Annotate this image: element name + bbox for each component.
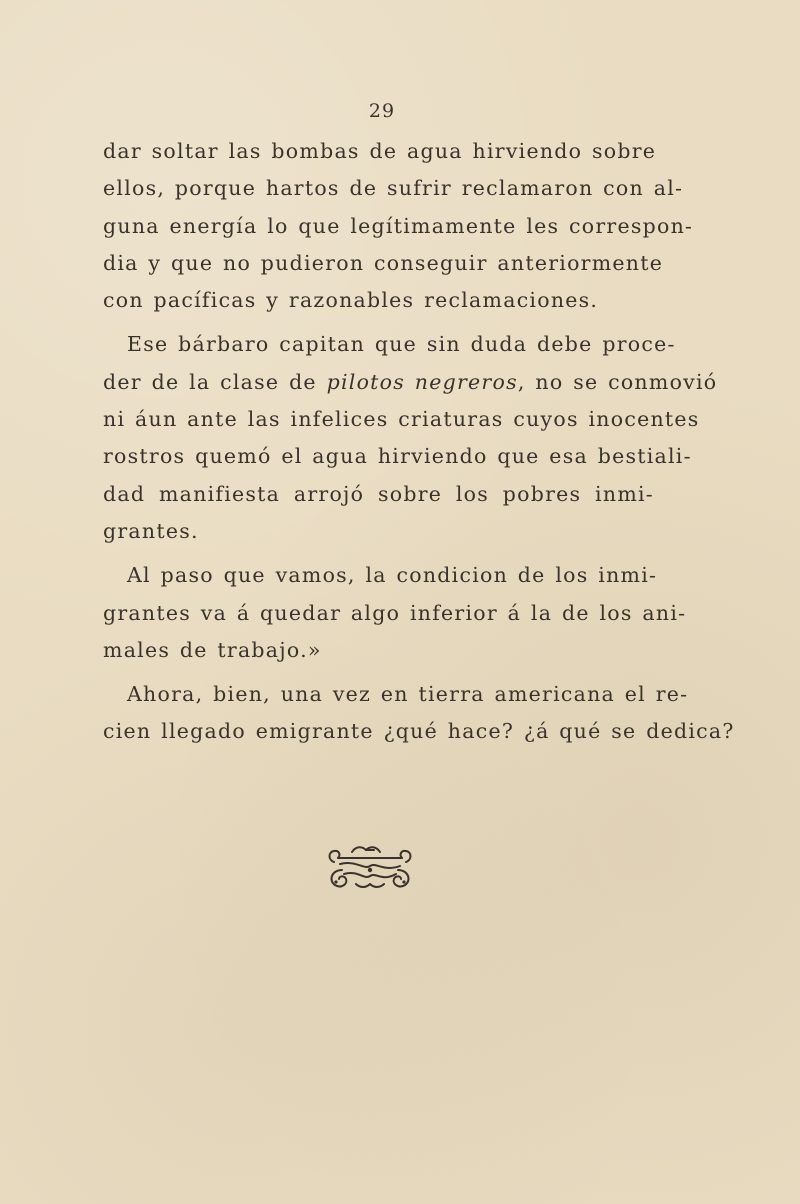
text-line: ellos, porque hartos de sufrir reclamaron con al- <box>103 176 684 201</box>
italic-phrase: pilotos negreros <box>326 369 518 394</box>
body-text <box>103 133 735 751</box>
paragraph-gap <box>103 319 654 326</box>
text-line: dad manifiesta arrojó sobre los pobres inmi- <box>103 481 654 506</box>
text-line: ni áun ante las infelices criaturas cuyos inocentes <box>103 407 700 432</box>
text-line: grantes. <box>103 518 199 543</box>
page-number: 29 <box>368 100 396 122</box>
paragraph-gap <box>103 550 654 557</box>
text-line: cien llegado emigrante ¿qué hace? ¿á qué se dedica? <box>103 719 735 744</box>
text-line: rostros quemó el agua hirviendo que esa bestiali- <box>103 444 692 469</box>
text-line: males de trabajo.» <box>103 637 322 662</box>
text-line: dar soltar las bombas de agua hirviendo sobre <box>103 139 657 163</box>
text-line: con pacíficas y razonables reclamaciones. <box>103 288 599 313</box>
text-fragment: der de la clase de <box>103 369 327 394</box>
text-line: Ese bárbaro capitan que sin duda debe proce- <box>127 332 676 357</box>
scroll-ornament-icon <box>322 840 418 892</box>
text-line: guna energía lo que legítimamente les correspon- <box>103 213 694 238</box>
text-line: Al paso que vamos, la condicion de los inmi- <box>127 563 658 588</box>
text-fragment: , no se conmovió <box>517 369 718 394</box>
text-line-with-italic <box>103 364 718 401</box>
text-line: grantes va á quedar algo inferior á la de los ani- <box>103 600 687 625</box>
text-line: dia y que no pudieron conseguir anteriormente <box>103 250 664 275</box>
text-line: Ahora, bien, una vez en tierra americana el re- <box>127 682 689 707</box>
paragraph-gap <box>103 669 654 676</box>
